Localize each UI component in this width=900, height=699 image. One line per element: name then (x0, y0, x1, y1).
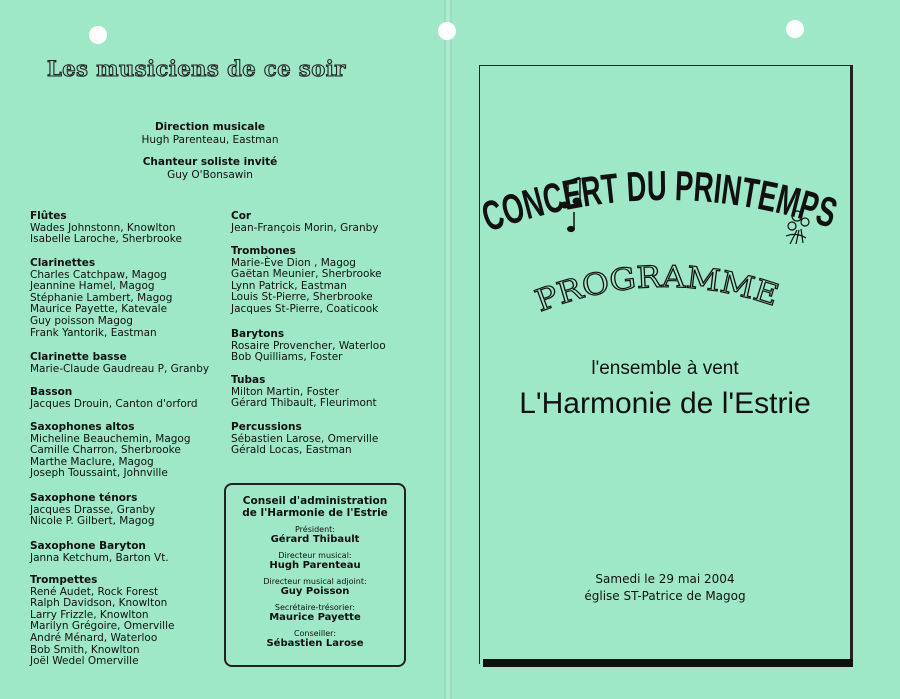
section-title: Percussions (231, 421, 302, 433)
musician-name: Joseph Toussaint, Johnville (30, 467, 168, 480)
board-member-name: Gérard Thibault (270, 534, 360, 545)
section-title: Basson (30, 386, 73, 398)
musician-name: Gérald Locas, Eastman (231, 444, 352, 457)
musician-name: Marilyn Grégoire, Omerville (30, 620, 175, 633)
event-venue: église ST-Patrice de Magog (584, 589, 746, 603)
musician-name: Charles Catchpaw, Magog (30, 268, 167, 281)
punch-hole (786, 20, 804, 38)
section-title: Tubas (231, 374, 266, 386)
musician-name: Isabelle Laroche, Sherbrooke (30, 233, 182, 246)
musician-name: Larry Frizzle, Knowlton (30, 608, 149, 621)
instrument-section (30, 422, 191, 480)
soloist-title: Chanteur soliste invité (142, 156, 278, 168)
musician-name: Stéphanie Lambert, Magog (30, 291, 173, 304)
section-title: Clarinette basse (30, 351, 127, 363)
instrument-section (231, 329, 386, 364)
direction-block (100, 121, 320, 147)
musician-name: Rosaire Provencher, Waterloo (231, 339, 386, 352)
musicians-heading: Les musiciens de ce soir (47, 56, 346, 81)
musician-name: Frank Yantorik, Eastman (30, 326, 157, 339)
board-role: Directeur musical: (278, 551, 352, 560)
board-member-name: Hugh Parenteau (269, 560, 361, 571)
board-title-line-2: de l'Harmonie de l'Estrie (242, 507, 388, 519)
board-title-line-1: Conseil d'administration (242, 495, 388, 507)
board-role: Président: (294, 525, 335, 534)
board-role: Secrétaire-trésorier: (274, 603, 356, 612)
musician-name: Bob Smith, Knowlton (30, 643, 140, 656)
musician-name: Jacques Drasse, Granby (30, 503, 156, 516)
page-fold (444, 0, 452, 699)
musician-name: Ralph Davidson, Knowlton (30, 597, 168, 610)
musician-name: Gérard Thibault, Fleurimont (231, 397, 377, 410)
musician-name: Gaëtan Meunier, Sherbrooke (231, 268, 382, 281)
musician-name: Marthe Maclure, Magog (30, 455, 154, 468)
concert-title: CONCERT DU PRINTEMPS (475, 161, 852, 241)
musician-name: Nicole P. Gilbert, Magog (30, 515, 155, 528)
instrument-section (30, 211, 182, 246)
musician-name: Sébastien Larose, Omerville (231, 432, 379, 445)
musician-name: Milton Martin, Foster (231, 385, 340, 398)
musician-name: Marie-Ève Dion , Magog (231, 256, 356, 269)
punch-hole (438, 22, 456, 40)
musician-name: Marie-Claude Gaudreau P, Granby (30, 362, 210, 375)
musician-name: Jean-François Morin, Granby (231, 221, 379, 234)
board-member-name: Guy Poisson (280, 586, 350, 597)
instrument-section (30, 352, 209, 375)
musician-name: Camille Charron, Sherbrooke (30, 444, 181, 457)
musician-name: Wades Johnstonn, Knowlton (30, 221, 176, 234)
event-details (480, 571, 850, 605)
section-title: Saxophone Baryton (30, 540, 146, 552)
ensemble-line: l'ensemble à vent (591, 358, 739, 379)
instrument-section (231, 375, 377, 410)
soloist-block (100, 156, 320, 182)
instrument-section (30, 541, 169, 564)
musician-name: Louis St-Pierre, Sherbrooke (231, 291, 373, 304)
instrument-section (231, 211, 379, 234)
musician-name: Lynn Patrick, Eastman (231, 279, 347, 292)
board-box (224, 483, 406, 667)
instrument-section (30, 258, 172, 339)
section-title: Saxophones altos (30, 421, 135, 433)
instrument-section (231, 422, 378, 457)
section-title: Clarinettes (30, 257, 96, 269)
board-role: Conseiller: (293, 629, 337, 638)
musician-name: André Ménard, Waterloo (30, 631, 158, 644)
instrument-section (30, 387, 198, 410)
direction-name: Hugh Parenteau, Eastman (141, 134, 279, 146)
soloist-name: Guy O'Bonsawin (167, 169, 253, 181)
section-title: Barytons (231, 328, 285, 340)
musician-name: Micheline Beauchemin, Magog (30, 432, 191, 445)
section-title: Flûtes (30, 210, 67, 222)
board-roles (226, 525, 404, 649)
board-member-name: Maurice Payette (269, 612, 361, 623)
section-title: Trompettes (30, 574, 98, 586)
musician-name: Jacques Drouin, Canton d'orford (30, 397, 198, 410)
musician-name: Joël Wedel Omerville (30, 655, 139, 668)
programme-title: PROGRAMME (530, 259, 781, 320)
instrument-section (231, 246, 382, 316)
musician-name: Janna Ketchum, Barton Vt. (30, 551, 169, 564)
board-member-name: Sébastien Larose (266, 638, 364, 649)
direction-title: Direction musicale (154, 121, 266, 133)
punch-hole (89, 26, 107, 44)
musician-name: Maurice Payette, Katevale (30, 303, 168, 316)
harmonie-title: L'Harmonie de l'Estrie (519, 387, 811, 420)
musician-name: Jeannine Hamel, Magog (30, 280, 155, 293)
musician-name: René Audet, Rock Forest (30, 585, 159, 598)
event-date: Samedi le 29 mai 2004 (595, 572, 735, 586)
frame-bottom-bar (483, 659, 853, 667)
board-role: Directeur musical adjoint: (263, 577, 367, 586)
musician-name: Guy poisson Magog (30, 314, 133, 327)
section-title: Trombones (231, 245, 296, 257)
board-title (226, 495, 404, 519)
musician-name: Bob Quilliams, Foster (231, 351, 343, 364)
section-title: Saxophone ténors (30, 492, 138, 504)
section-title: Cor (231, 210, 252, 222)
instrument-section (30, 575, 174, 668)
instrument-section (30, 493, 155, 528)
musician-name: Jacques St-Pierre, Coaticook (231, 302, 379, 315)
